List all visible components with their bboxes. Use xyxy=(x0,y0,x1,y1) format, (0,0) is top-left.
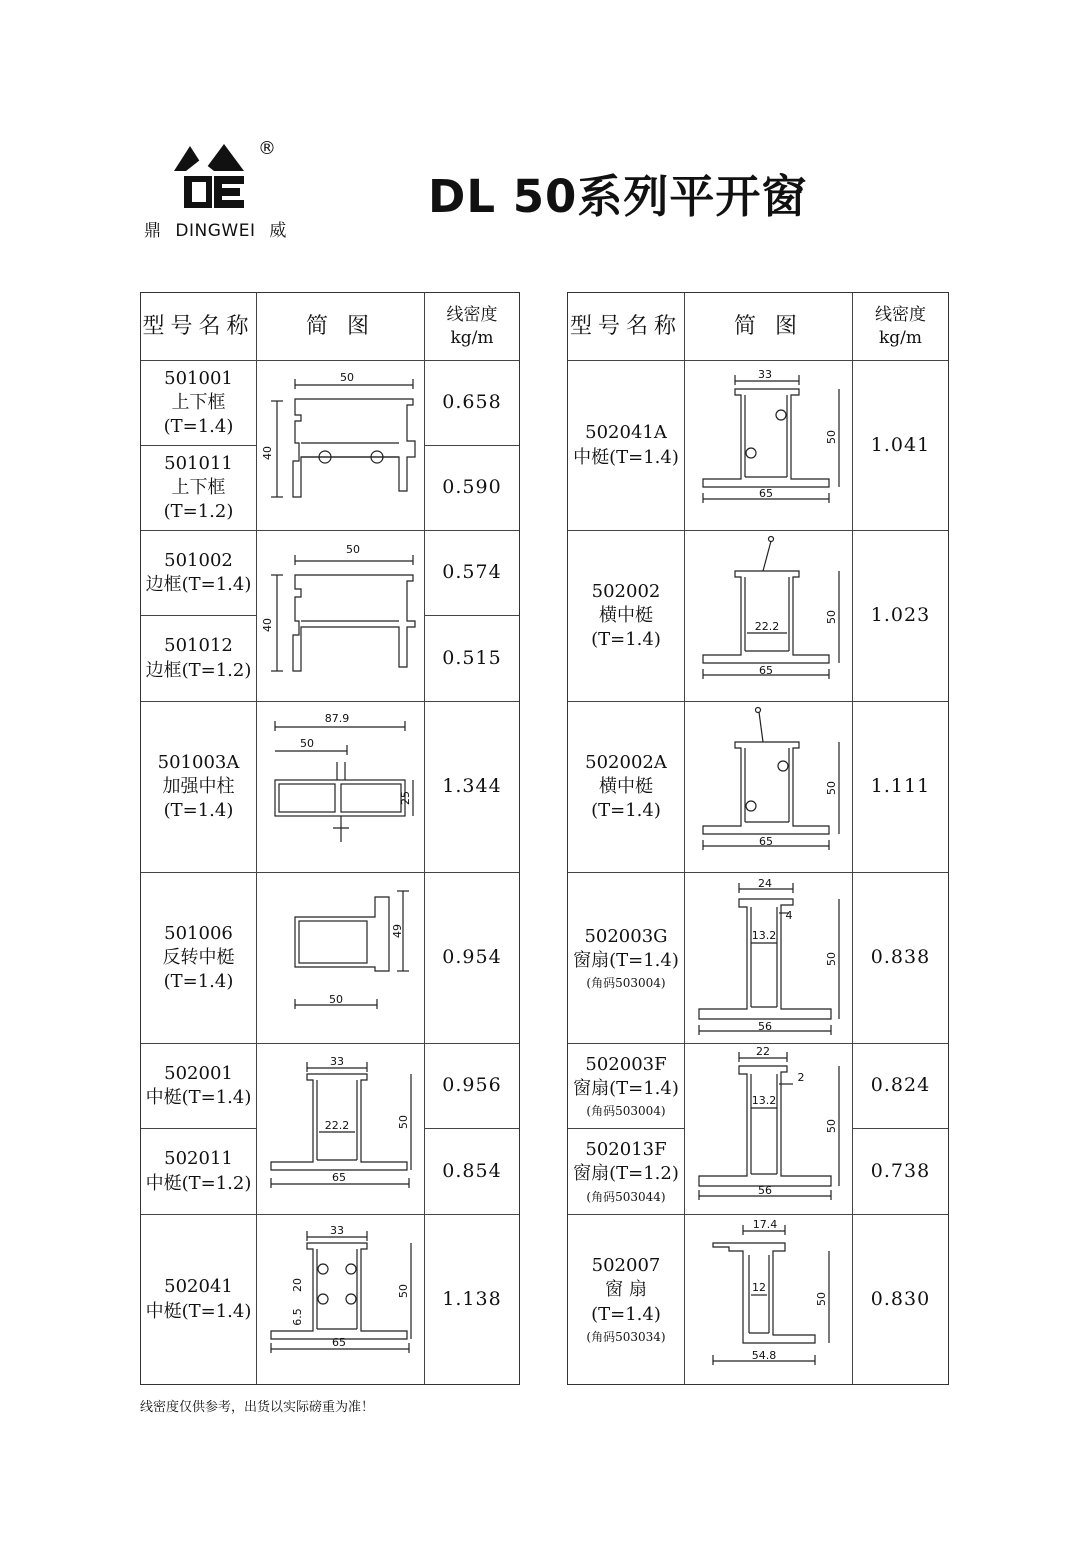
density-value: 0.515 xyxy=(442,646,502,669)
dim-width: 50 xyxy=(329,993,343,1006)
column-header-diagram: 简 图 xyxy=(306,313,375,339)
profile-drawing-502003G xyxy=(685,873,852,1043)
brand-name xyxy=(144,216,287,241)
model-name xyxy=(141,446,256,530)
model-desc: 窗扇(T=1.2) xyxy=(573,1163,679,1185)
density-value: 0.738 xyxy=(870,1159,931,1182)
model-name xyxy=(141,616,256,701)
model-name xyxy=(568,1215,684,1384)
registered-mark: ® xyxy=(258,138,276,159)
model-thickness: (T=1.4) xyxy=(591,629,661,651)
dim-height: 50 xyxy=(825,430,838,444)
model-desc: 窗扇(T=1.4) xyxy=(573,949,679,971)
model-name xyxy=(141,531,256,615)
dim-height: 50 xyxy=(815,1292,828,1306)
density-value: 1.023 xyxy=(870,604,931,627)
corner-code: (角码503044) xyxy=(586,1189,666,1204)
profile-drawing-502041A xyxy=(685,361,852,530)
model-name xyxy=(568,531,684,701)
profile-drawing-502001 xyxy=(257,1044,424,1214)
model-name xyxy=(568,1129,684,1214)
profile-drawing-501003A xyxy=(257,702,424,872)
profile-drawing-501002 xyxy=(257,531,424,701)
profile-drawing-501006 xyxy=(257,873,424,1043)
column-header-diagram: 简 图 xyxy=(734,313,803,339)
model-desc: 横中梃 xyxy=(599,775,653,797)
brand-latin: DINGWEI xyxy=(175,221,256,241)
dim-base-width: 56 xyxy=(758,1184,772,1197)
profile-drawing-502041 xyxy=(257,1215,424,1384)
model-name xyxy=(141,361,256,445)
density-value: 1.344 xyxy=(442,775,502,798)
density-value: 1.111 xyxy=(870,775,931,798)
model-code: 501011 xyxy=(164,452,233,474)
footer-note: 线密度仅供参考，出货以实际磅重为准！ xyxy=(140,1400,375,1415)
density-value: 0.590 xyxy=(442,476,502,499)
dim-inner-width: 22.2 xyxy=(754,620,780,633)
column-header-model: 型号名称 xyxy=(569,313,682,339)
model-code: 501012 xyxy=(164,635,233,657)
dim-base-width: 54.8 xyxy=(751,1349,777,1362)
profile-drawing-501001 xyxy=(257,361,424,530)
dingwei-logo-mark xyxy=(140,138,255,213)
model-code: 502002 xyxy=(591,580,661,602)
model-name xyxy=(141,1215,256,1384)
model-name xyxy=(141,1044,256,1128)
dim-lip: 4 xyxy=(785,909,793,922)
dim-top-width: 33 xyxy=(758,368,772,381)
model-thickness: (T=1.4) xyxy=(591,800,661,822)
model-code: 502001 xyxy=(164,1062,233,1084)
density-unit: kg/m xyxy=(878,327,923,348)
model-name xyxy=(568,1044,684,1128)
dim-height: 49 xyxy=(391,924,404,938)
model-code: 502041A xyxy=(585,422,667,444)
dim-width: 50 xyxy=(300,737,314,750)
model-code: 502007 xyxy=(591,1254,661,1276)
profile-drawing-502007 xyxy=(685,1215,852,1384)
dim-height: 50 xyxy=(397,1115,410,1129)
column-header-model: 型号名称 xyxy=(142,313,255,339)
density-value: 0.824 xyxy=(870,1074,931,1097)
dim-height: 50 xyxy=(825,1119,838,1133)
density-value: 0.854 xyxy=(442,1159,502,1182)
density-unit: kg/m xyxy=(450,327,494,348)
dim-width: 50 xyxy=(340,371,354,384)
dim-total-width: 87.9 xyxy=(324,712,350,725)
dim-lip: 2 xyxy=(797,1071,805,1084)
corner-code: (角码503004) xyxy=(586,1104,666,1119)
dim-height: 50 xyxy=(825,781,838,795)
model-code: 502003F xyxy=(585,1053,667,1075)
dim-base-width: 65 xyxy=(332,1336,346,1349)
model-code: 502003G xyxy=(584,925,668,947)
right-profile-table xyxy=(567,292,949,1385)
model-desc: 窗 扇 xyxy=(605,1279,647,1301)
model-name xyxy=(141,873,256,1043)
profile-drawing-502002A xyxy=(685,702,852,872)
model-desc: 中梃(T=1.4) xyxy=(145,1300,252,1322)
density-value: 0.956 xyxy=(442,1074,502,1097)
corner-code: (角码503004) xyxy=(586,976,666,991)
model-thickness: (T=1.4) xyxy=(163,800,234,822)
dim-base-width: 65 xyxy=(759,835,773,848)
model-desc: 横中梃 xyxy=(599,604,653,626)
model-name xyxy=(568,702,684,872)
model-desc: 加强中柱 xyxy=(162,775,235,797)
dim-slot-offset: 6.5 xyxy=(291,1308,304,1326)
dim-height: 40 xyxy=(261,446,274,460)
brand-char-right: 威 xyxy=(269,221,287,241)
density-label: 线密度 xyxy=(446,305,498,326)
dim-top-width: 17.4 xyxy=(752,1218,778,1231)
dim-base-width: 56 xyxy=(758,1020,772,1033)
model-code: 502002A xyxy=(585,751,667,773)
model-code: 502041 xyxy=(164,1276,233,1298)
density-value: 1.138 xyxy=(442,1287,502,1310)
model-code: 501006 xyxy=(164,922,233,944)
model-desc: 中梃(T=1.2) xyxy=(145,1172,252,1194)
model-name xyxy=(141,1129,256,1214)
model-code: 502011 xyxy=(164,1148,233,1170)
model-desc: 中梃(T=1.4) xyxy=(573,446,679,468)
model-code: 502013F xyxy=(585,1139,667,1161)
left-profile-table xyxy=(140,292,520,1385)
density-value: 1.041 xyxy=(870,433,931,456)
dim-top-width: 22 xyxy=(756,1045,770,1058)
model-code: 501003A xyxy=(157,751,240,773)
dim-slot-spacing: 20 xyxy=(291,1278,304,1292)
model-name xyxy=(568,361,684,530)
dim-top-width: 33 xyxy=(330,1224,344,1237)
model-thickness: (T=1.2) xyxy=(163,501,234,523)
model-desc: 边框(T=1.2) xyxy=(145,659,252,681)
column-header-density xyxy=(425,293,519,360)
model-desc: 边框(T=1.4) xyxy=(145,574,252,595)
dim-base-width: 65 xyxy=(759,487,773,500)
dim-height: 50 xyxy=(825,952,838,966)
profile-drawing-502002 xyxy=(685,531,852,701)
corner-code: (角码503034) xyxy=(586,1329,666,1344)
dim-inner-width: 13.2 xyxy=(751,929,777,942)
model-name xyxy=(141,702,256,872)
model-desc: 中梃(T=1.4) xyxy=(145,1087,252,1108)
page-title: DL 50系列平开窗 xyxy=(428,170,808,223)
model-thickness: (T=1.4) xyxy=(163,971,234,993)
density-label: 线密度 xyxy=(875,305,926,326)
model-desc: 上下框 xyxy=(171,476,226,498)
dim-inner-width: 12 xyxy=(752,1281,766,1294)
brand-char-left: 鼎 xyxy=(144,221,162,241)
density-value: 0.658 xyxy=(442,391,502,414)
model-code: 501002 xyxy=(164,549,233,571)
model-desc: 窗扇(T=1.4) xyxy=(573,1077,679,1099)
dim-base-width: 65 xyxy=(759,664,773,677)
dim-height: 40 xyxy=(261,618,274,632)
model-name xyxy=(568,873,684,1043)
dim-inner-width: 13.2 xyxy=(751,1094,777,1107)
dim-height: 25 xyxy=(399,791,412,805)
model-thickness: (T=1.4) xyxy=(591,1303,661,1325)
dim-top-width: 24 xyxy=(758,877,772,890)
dim-base-width: 65 xyxy=(332,1171,346,1184)
dim-top-width: 33 xyxy=(330,1055,344,1068)
brand-logo xyxy=(140,138,290,243)
dim-width: 50 xyxy=(346,543,360,556)
model-thickness: (T=1.4) xyxy=(163,416,234,438)
dim-inner-width: 22.2 xyxy=(324,1119,350,1132)
model-code: 501001 xyxy=(164,367,233,389)
density-value: 0.954 xyxy=(442,946,502,969)
column-header-density xyxy=(853,293,948,360)
density-value: 0.838 xyxy=(870,946,931,969)
density-value: 0.830 xyxy=(870,1287,931,1310)
dim-height: 50 xyxy=(825,610,838,624)
model-desc: 上下框 xyxy=(171,391,226,413)
dim-height: 50 xyxy=(397,1284,410,1298)
model-desc: 反转中梃 xyxy=(162,946,235,968)
density-value: 0.574 xyxy=(442,561,502,584)
profile-drawing-502003F xyxy=(685,1044,852,1214)
